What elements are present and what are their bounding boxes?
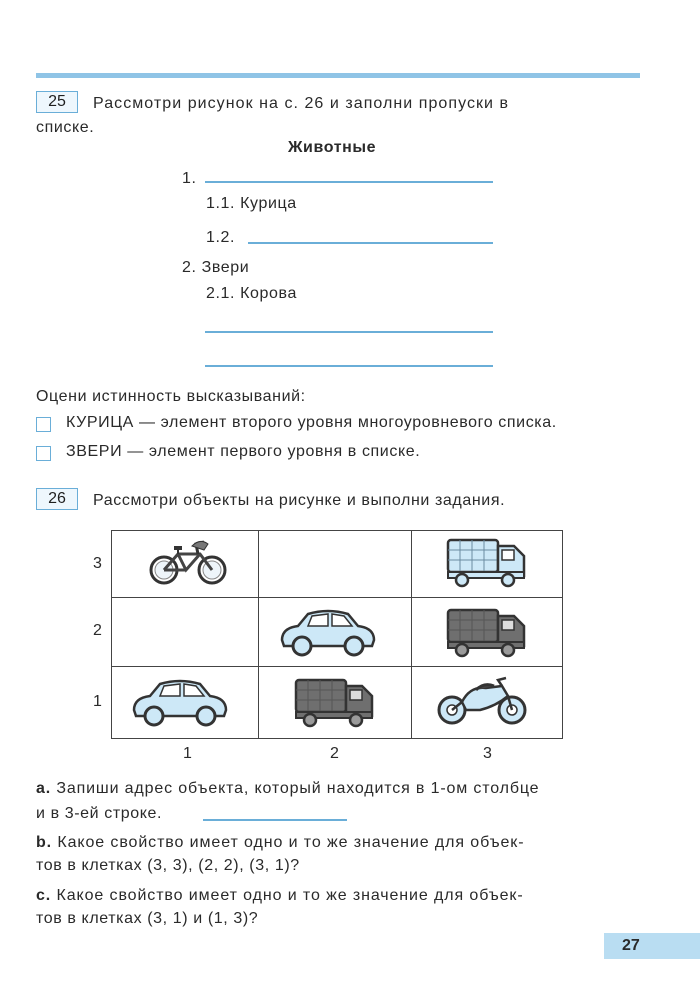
- statement-2: ЗВЕРИ — элемент первого уровня в списке.: [66, 443, 421, 460]
- question-b-line2: тов в клетках (3, 3), (2, 2), (3, 1)?: [36, 857, 300, 874]
- question-b-letter: b.: [36, 834, 53, 851]
- row-label-1: 1: [93, 693, 102, 710]
- question-a-line1: [36, 780, 539, 798]
- col-label-3: 3: [483, 745, 492, 762]
- top-rule: [36, 73, 640, 78]
- grid-cell-3-2: [258, 530, 412, 598]
- blank-line-item-1-2[interactable]: [248, 242, 493, 244]
- question-c-line2: тов в клетках (3, 1) и (1, 3)?: [36, 910, 259, 927]
- col-label-1: 1: [183, 745, 192, 762]
- question-c-text: Какое свойство имеет одно и то же значение для объек-: [51, 887, 524, 904]
- truck-dark-icon: [444, 604, 528, 660]
- car-blue-icon: [130, 676, 230, 728]
- task-26-number: 26: [36, 488, 78, 510]
- question-c-line1: [36, 887, 524, 905]
- statement-2-checkbox[interactable]: [36, 446, 51, 461]
- list-item-1-1: 1.1. Курица: [206, 195, 297, 212]
- question-a-letter: a.: [36, 780, 52, 797]
- car-blue-icon: [278, 606, 378, 658]
- row-label-2: 2: [93, 622, 102, 639]
- statement-1-checkbox[interactable]: [36, 417, 51, 432]
- task-25-instruction-line1: Рассмотри рисунок на с. 26 и заполни пропуски в: [93, 95, 510, 112]
- question-b-line1: [36, 834, 524, 852]
- task-26-instruction: Рассмотри объекты на рисунке и выполни задания.: [93, 492, 506, 509]
- task-25-instruction-line2: списке.: [36, 119, 95, 136]
- blank-line-item-1[interactable]: [205, 181, 493, 183]
- bicycle-icon: [148, 536, 230, 588]
- question-a-line2: и в 3-ей строке.: [36, 805, 163, 822]
- list-title: Животные: [288, 139, 377, 156]
- evaluate-prompt: Оцени истинность высказываний:: [36, 388, 306, 405]
- col-label-2: 2: [330, 745, 339, 762]
- question-b-text: Какое свойство имеет одно и то же значение для объек-: [52, 834, 525, 851]
- motorcycle-blue-icon: [436, 676, 528, 728]
- truck-dark-icon: [292, 674, 376, 730]
- question-c-letter: c.: [36, 887, 52, 904]
- grid-cell-2-1: [111, 597, 259, 667]
- list-item-1-2-number: 1.2.: [206, 229, 236, 246]
- statement-1: КУРИЦА — элемент второго уровня многоуровневого списка.: [66, 414, 557, 431]
- task-25-number: 25: [36, 91, 78, 113]
- question-a-text: Запиши адрес объекта, который находится в 1-ом столбце: [51, 780, 540, 797]
- truck-blue-icon: [444, 534, 528, 590]
- list-item-1-number: 1.: [182, 170, 197, 187]
- page-number: 27: [604, 933, 700, 959]
- blank-line-extra-2[interactable]: [205, 365, 493, 367]
- row-label-3: 3: [93, 555, 102, 572]
- list-item-2: 2. Звери: [182, 259, 250, 276]
- blank-line-extra-1[interactable]: [205, 331, 493, 333]
- list-item-2-1: 2.1. Корова: [206, 285, 297, 302]
- answer-line-a[interactable]: [203, 819, 347, 821]
